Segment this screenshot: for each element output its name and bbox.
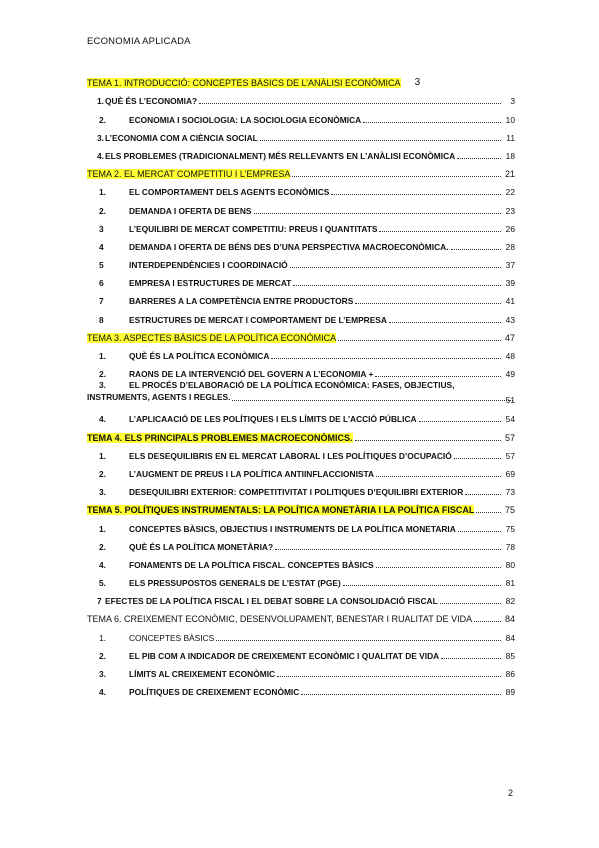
toc-page-number: 21 [504, 169, 515, 180]
toc-chapter-entry[interactable] [87, 606, 515, 624]
toc-page-number: 86 [505, 669, 515, 679]
toc-entry-label [87, 224, 377, 234]
toc-section-entry[interactable] [87, 270, 515, 288]
toc-entry-text: POLÍTIQUES DE CREIXEMENT ECONÒMIC [129, 687, 300, 698]
dot-leader [363, 121, 501, 123]
toc-entry-text: L’AUGMENT DE PREUS I LA POLÍTICA ANTIINFLACCIONISTA [129, 468, 375, 479]
toc-section-entry[interactable] [87, 570, 515, 588]
dot-leader [465, 493, 501, 495]
toc-page-number: 84 [505, 632, 515, 643]
toc-entry-label [87, 651, 439, 661]
toc-entry-number: 3. [99, 487, 106, 498]
toc-section-entry[interactable] [87, 552, 515, 570]
toc-section-entry[interactable] [87, 443, 515, 461]
toc-section-entry[interactable] [87, 216, 515, 234]
toc-page-number: 37 [505, 260, 515, 271]
toc-entry-text: EFECTES DE LA POLÍTICA FISCAL I EL DEBAT SOBRE LA CONSOLIDACIÓ FISCAL [105, 596, 438, 607]
toc-section-entry[interactable] [87, 624, 515, 642]
toc-page-number: 75 [504, 505, 515, 516]
toc-entry-number: 7 [99, 296, 104, 307]
dot-leader [293, 284, 501, 286]
toc-entry-number: 1. [99, 450, 106, 461]
toc-section-entry[interactable] [87, 588, 515, 606]
toc-entry-number: 5 [99, 260, 104, 271]
toc-entry-text: ESTRUCTURES DE MERCAT I COMPORTAMENT DE L’EMPRESA [129, 314, 387, 325]
dot-leader [338, 339, 501, 341]
toc-entry-text: TEMA 3. ASPECTES BÀSICS DE LA POLÍTICA ECONÒMICA [87, 332, 337, 343]
toc-entry-number: 4. [99, 559, 106, 570]
toc-page-number: 85 [505, 650, 515, 661]
toc-entry-label [87, 633, 214, 643]
toc-chapter-entry[interactable] [87, 161, 515, 179]
toc-entry-text: L’ECONOMIA COM A CIÈNCIA SOCIAL [105, 132, 258, 143]
dot-leader [379, 230, 501, 232]
toc-page-number: 23 [505, 205, 515, 216]
toc-entry-number: 2. [99, 650, 106, 661]
toc-entry-text: EL PROCÉS D’ELABORACIÓ DE LA POLÍTICA ECONÒMICA: FASES, OBJECTIUS, [129, 380, 455, 391]
toc-entry-label [87, 379, 515, 391]
dot-leader [355, 302, 501, 304]
toc-entry-text: DEMANDA I OFERTA DE BÉNS DES D’UNA PERSPECTIVA MACROECONÒMICA. [129, 241, 449, 252]
toc-entry-text: L’EQUILIBRI DE MERCAT COMPETITIU: PREUS I QUANTITATS [129, 223, 378, 234]
dot-leader [254, 212, 501, 214]
toc-entry-number: 4 [99, 241, 104, 252]
toc-entry-label [87, 296, 353, 306]
toc-entry-text: DEMANDA I OFERTA DE BENS [129, 205, 252, 216]
toc-entry-text: ELS PRESSUPOSTOS GENERALS DE L’ESTAT (PGE) [129, 578, 341, 589]
toc-section-entry[interactable] [87, 197, 515, 215]
toc-entry-number: 2. [99, 369, 106, 380]
dot-leader [440, 602, 501, 604]
toc-section-entry[interactable] [87, 379, 515, 406]
toc-page-number: 80 [505, 559, 515, 570]
dot-leader [376, 475, 501, 477]
toc-entry-number: 4. [99, 414, 106, 425]
running-header: ECONOMIA APLICADA [87, 36, 191, 47]
dot-leader [376, 566, 501, 568]
toc-page-number: 22 [505, 187, 515, 198]
toc-entry-text: EMPRESA I ESTRUCTURES DE MERCAT [129, 278, 292, 289]
toc-entry-label [87, 687, 299, 697]
toc-page-number: 57 [504, 432, 515, 443]
toc-page-number: 41 [505, 296, 515, 307]
toc-page-number: 18 [505, 150, 515, 161]
toc-entry-label [87, 469, 374, 479]
toc-page-number: 47 [504, 332, 515, 343]
toc-entry-label [87, 260, 288, 270]
toc-page-number: 39 [505, 278, 515, 289]
dot-leader [199, 102, 501, 104]
toc-entry-number: 4. [99, 687, 106, 698]
toc-entry-text: TEMA 2. EL MERCAT COMPETITIU I L’EMPRESA [87, 169, 291, 180]
toc-entry-label [87, 351, 269, 361]
dot-leader [343, 584, 501, 586]
toc-entry-label [87, 242, 449, 252]
toc-entry-label [87, 115, 361, 125]
toc-entry-label [87, 451, 452, 461]
toc-entry-text: BARRERES A LA COMPETÈNCIA ENTRE PRODUCTORS [129, 296, 354, 307]
toc-entry-label [87, 133, 258, 143]
toc-section-entry[interactable] [87, 343, 515, 361]
dot-leader [275, 548, 501, 550]
toc-page-number: 75 [505, 523, 515, 534]
toc-page-number: 73 [505, 487, 515, 498]
toc-entry-text: DESEQUILIBRI EXTERIOR: COMPETITIVITAT I POLITIQUES D’EQUILIBRI EXTERIOR [129, 487, 464, 498]
toc-page-number: 43 [505, 314, 515, 325]
toc-page-number: 57 [505, 450, 515, 461]
dot-leader [451, 248, 501, 250]
toc-section-entry[interactable] [87, 125, 515, 143]
toc-section-entry[interactable] [87, 143, 515, 161]
toc-entry-text: RAONS DE LA INTERVENCIÓ DEL GOVERN A L’ECONOMIA + [129, 369, 374, 380]
toc-entry-number: 4. [97, 150, 104, 161]
toc-entry-number: 6 [99, 278, 104, 289]
dot-leader [458, 530, 501, 532]
toc-section-entry[interactable] [87, 479, 515, 497]
toc-section-entry[interactable] [87, 643, 515, 661]
toc-entry-number: 1. [99, 351, 106, 361]
toc-section-entry[interactable] [87, 661, 515, 679]
toc-section-entry[interactable] [87, 252, 515, 270]
toc-page-number: 89 [505, 687, 515, 698]
toc-entry-number: 1. [97, 96, 104, 107]
toc-entry-label [87, 315, 387, 325]
dot-leader [389, 321, 501, 323]
toc-entry-label [87, 560, 374, 570]
toc-chapter-entry[interactable] [87, 70, 515, 88]
toc-entry-label [87, 96, 197, 106]
toc-entry-text: FONAMENTS DE LA POLÍTICA FISCAL. CONCEPTES BÀSICS [129, 559, 374, 570]
toc-entry-text: INTERDEPENDÈNCIES I COORDINACIÓ [129, 260, 288, 271]
toc-entry-text: TEMA 6. CREIXEMENT ECONÒMIC, DESENVOLUPAMENT, BENESTAR I RUALITAT DE VIDA [87, 614, 473, 625]
toc-entry-number: 8 [99, 314, 104, 325]
dot-leader [271, 357, 501, 359]
toc-entry-number: 2. [99, 468, 106, 479]
toc-page-number: 78 [505, 541, 515, 552]
toc-entry-text: TEMA 1. INTRODUCCIÓ: CONCEPTES BÀSICS DE L’ANÀLISI ECONÒMICA [87, 78, 401, 89]
toc-page-number: 10 [505, 114, 515, 125]
toc-entry-label [87, 369, 373, 379]
toc-section-entry[interactable] [87, 288, 515, 306]
toc-entry-label [87, 542, 273, 552]
toc-entry-text: TEMA 4. ELS PRINCIPALS PROBLEMES MACROECONÒMICS. [87, 432, 353, 443]
table-of-contents [87, 70, 515, 697]
toc-section-entry[interactable] [87, 515, 515, 533]
toc-entry-text: CONCEPTES BÀSICS, OBJECTIUS I INSTRUMENTS DE LA POLÍTICA MONETARIA [129, 523, 456, 534]
toc-entry-label [87, 596, 438, 606]
toc-entry-label [87, 414, 417, 424]
toc-section-entry[interactable] [87, 234, 515, 252]
toc-chapter-entry[interactable] [87, 497, 515, 515]
toc-entry-label [87, 187, 329, 197]
dot-leader [476, 511, 501, 513]
toc-entry-text: ELS PROBLEMES (TRADICIONALMENT) MÉS RELLEVANTS EN L’ANÀLISI ECONÒMICA [105, 150, 456, 161]
toc-entry-number: 1. [99, 187, 106, 198]
toc-section-entry[interactable] [87, 679, 515, 697]
toc-entry-number: 2. [99, 114, 106, 125]
toc-entry-label [87, 151, 455, 161]
dot-leader [216, 639, 501, 641]
toc-entry-text: CONCEPTES BÀSICS [129, 632, 215, 643]
toc-entry-text: ELS DESEQUILIBRIS EN EL MERCAT LABORAL I LES POLÍTIQUES D’OCUPACIÓ [129, 450, 452, 461]
toc-entry-label [87, 278, 291, 288]
toc-page-number: 11 [506, 132, 515, 143]
toc-section-entry[interactable] [87, 106, 515, 124]
dot-leader [301, 693, 501, 695]
toc-entry-text: EL PIB COM A INDICADOR DE CREIXEMENT ECONÒMIC I QUALITAT DE VIDA [129, 650, 440, 661]
toc-entry-label [87, 669, 275, 679]
toc-entry-text: TEMA 5. POLÍTIQUES INSTRUMENTALS: LA POLÍTICA MONETÀRIA I LA POLÍTICA FISCAL [87, 505, 475, 516]
toc-entry-label [87, 487, 463, 497]
toc-section-entry[interactable] [87, 406, 515, 424]
toc-section-entry[interactable] [87, 179, 515, 197]
dot-leader [454, 457, 501, 459]
toc-page-number: 28 [505, 241, 515, 252]
toc-section-entry[interactable] [87, 88, 515, 106]
dot-leader [292, 175, 501, 177]
toc-entry-number: 3. [99, 669, 106, 679]
toc-page-number: 26 [505, 223, 515, 234]
toc-page-number: 51 [505, 395, 515, 406]
toc-entry-number: 5. [99, 578, 106, 589]
toc-entry-number: 2. [99, 205, 106, 216]
dot-leader [441, 657, 501, 659]
toc-section-entry[interactable] [87, 361, 515, 379]
dot-leader [260, 139, 501, 141]
toc-entry-text: LÍMITS AL CREIXEMENT ECONÒMIC [129, 669, 276, 679]
toc-entry-text: L’APLICAACIÓ DE LES POLÍTIQUES I ELS LÍMITS DE L’ACCIÓ PÚBLICA [129, 414, 417, 425]
dot-leader [331, 193, 501, 195]
toc-entry-number: 3. [99, 380, 106, 391]
page-number: 2 [507, 788, 513, 798]
toc-page-number: 3 [510, 96, 515, 107]
toc-section-entry[interactable] [87, 461, 515, 479]
toc-entry-text: QUÈ ÉS LA POLÍTICA MONETÀRIA? [129, 541, 274, 552]
toc-page-number: 84 [504, 614, 515, 625]
toc-entry-number: 1. [99, 632, 106, 643]
toc-entry-label [87, 78, 401, 88]
toc-entry-label [87, 578, 341, 588]
toc-entry-number: 1. [99, 523, 106, 534]
dot-leader [355, 439, 501, 441]
toc-entry-label [87, 614, 472, 624]
toc-page-number: 3 [414, 77, 421, 89]
toc-entry-label [87, 206, 252, 216]
dot-leader [375, 375, 501, 377]
toc-chapter-entry[interactable] [87, 325, 515, 343]
toc-entry-label [87, 505, 474, 515]
toc-entry-text-continued: INSTRUMENTS, AGENTS I REGLES. [87, 392, 231, 403]
toc-entry-label [87, 433, 353, 443]
toc-chapter-entry[interactable] [87, 424, 515, 442]
toc-entry-label [87, 524, 456, 534]
toc-section-entry[interactable] [87, 306, 515, 324]
toc-page-number: 69 [505, 468, 515, 479]
dot-leader [457, 157, 501, 159]
toc-entry-number: 2. [99, 541, 106, 552]
toc-page-number: 49 [505, 369, 515, 380]
dot-leader [474, 620, 501, 622]
toc-entry-number: 7 [97, 596, 102, 607]
toc-entry-number: 3. [97, 132, 104, 143]
dot-leader [290, 266, 501, 268]
toc-entry-text: QUÈ ÉS LA POLÍTICA ECONÒMICA [129, 351, 270, 361]
toc-entry-number: 3 [99, 223, 104, 234]
toc-entry-text: QUÈ ÉS L’ECONOMIA? [105, 96, 198, 107]
toc-page-number: 82 [505, 596, 515, 607]
toc-page-number: 48 [505, 351, 515, 361]
dot-leader [232, 399, 513, 401]
toc-entry-text: EL COMPORTAMENT DELS AGENTS ECONÒMICS [129, 187, 330, 198]
toc-page-number: 54 [505, 414, 515, 425]
toc-entry-label [87, 169, 290, 179]
toc-section-entry[interactable] [87, 534, 515, 552]
toc-page-number: 81 [505, 578, 515, 589]
dot-leader [419, 420, 501, 422]
dot-leader [277, 675, 501, 677]
toc-entry-label [87, 333, 336, 343]
toc-entry-text: ECONOMIA I SOCIOLOGIA: LA SOCIOLOGIA ECONÒMICA [129, 114, 362, 125]
